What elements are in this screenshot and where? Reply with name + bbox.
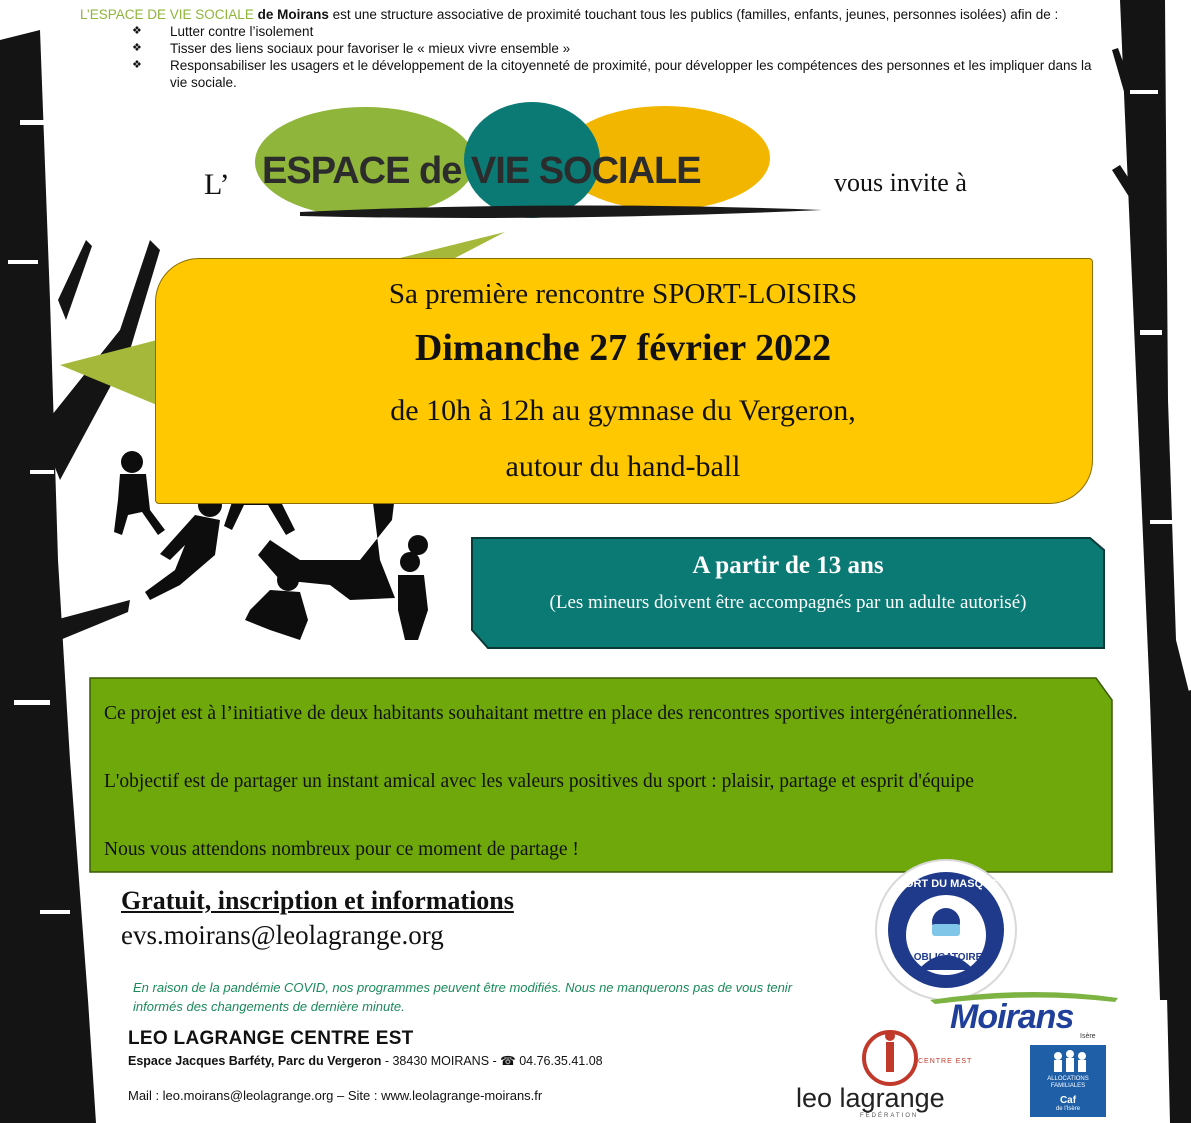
intro-text: est une structure associative de proximité touchant tous les publics (familles, enfants, jeunes, personnes isolées) afin de : [332, 7, 1059, 22]
age-title: A partir de 13 ans [692, 552, 884, 579]
intro-bold: de Moirans [257, 7, 329, 22]
event-theme: autour du hand-ball [505, 450, 741, 483]
leo-logo-sub2: FÉDÉRATION [860, 1113, 919, 1119]
header-prefix: L’ [204, 168, 230, 201]
intro-item: ❖ Lutter contre l’isolement [132, 23, 1110, 40]
age-note: (Les mineurs doivent être accompagnés par un adulte autorisé) [549, 592, 1027, 613]
address-bold: Espace Jacques Barféty, Parc du Vergeron [128, 1054, 382, 1068]
caf-logo-line2: Caf [1059, 1095, 1077, 1106]
leo-lagrange-logo-graphic [864, 1031, 916, 1084]
caf-logo-line3: de l'Isère [1055, 1106, 1081, 1112]
org-address [128, 1053, 688, 1070]
info-email[interactable]: evs.moirans@leolagrange.org [121, 920, 444, 950]
intro-list [80, 23, 1110, 91]
espace-logo-text: ESPACE de VIE SOCIALE [262, 150, 701, 192]
mask-badge-bottom-text: OBLIGATOIRE [913, 952, 983, 963]
left-birch-tree [0, 30, 160, 1123]
project-paragraph-1: Ce projet est à l’initiative de deux habitants souhaitant mettre en place des rencontres sportives intergénérationnelles. [104, 703, 1018, 724]
intro-item: ❖ Responsabiliser les usagers et le développement de la citoyenneté de proximité, pour développer les compétences des personnes et les impliquer dans la vie sociale. [132, 57, 1110, 91]
intro-paragraph [80, 6, 1110, 91]
mask-badge-top-text: PORT DU MASQUE [897, 878, 999, 890]
project-paragraph-3: Nous vous attendons nombreux pour ce moment de partage ! [104, 839, 579, 860]
org-name: LEO LAGRANGE CENTRE EST [128, 1028, 414, 1049]
project-paragraph-2: L'objectif est de partager un instant amical avec les valeurs positives du sport : plaisir, partage et esprit d'équipe [104, 771, 974, 792]
address-rest: - 38430 MOIRANS - ☎ 04.76.35.41.08 [384, 1054, 603, 1068]
covid-notice: En raison de la pandémie COVID, nos programmes peuvent être modifiés. Nous ne manquerons pas de vous tenir informés des changements de dernière minute. [133, 980, 793, 1014]
org-contact[interactable]: Mail : leo.moirans@leolagrange.org – Site : www.leolagrange-moirans.fr [128, 1088, 543, 1103]
leo-logo-text: leo lagrange [796, 1083, 945, 1113]
pointer-top [400, 232, 505, 258]
intro-highlight: L’ESPACE DE VIE SOCIALE [80, 7, 254, 22]
info-heading: Gratuit, inscription et informations [121, 886, 514, 915]
event-time-place: de 10h à 12h au gymnase du Vergeron, [390, 394, 856, 427]
intro-item: ❖ Tisser des liens sociaux pour favoriser le « mieux vivre ensemble » [132, 40, 1110, 57]
right-birch-tree [1112, 0, 1191, 1123]
moirans-logo-sub: Isère [1080, 1033, 1096, 1040]
caf-figures [1054, 1050, 1086, 1072]
moirans-logo-text: Moirans [950, 998, 1074, 1036]
header-suffix: vous invite à [834, 168, 967, 197]
leo-logo-sub1: CENTRE EST [918, 1058, 973, 1065]
event-line1: Sa première rencontre SPORT-LOISIRS [388, 278, 858, 310]
caf-logo-line1: ALLOCATIONS FAMILIALES [1047, 1076, 1089, 1089]
event-date: Dimanche 27 février 2022 [414, 327, 832, 369]
